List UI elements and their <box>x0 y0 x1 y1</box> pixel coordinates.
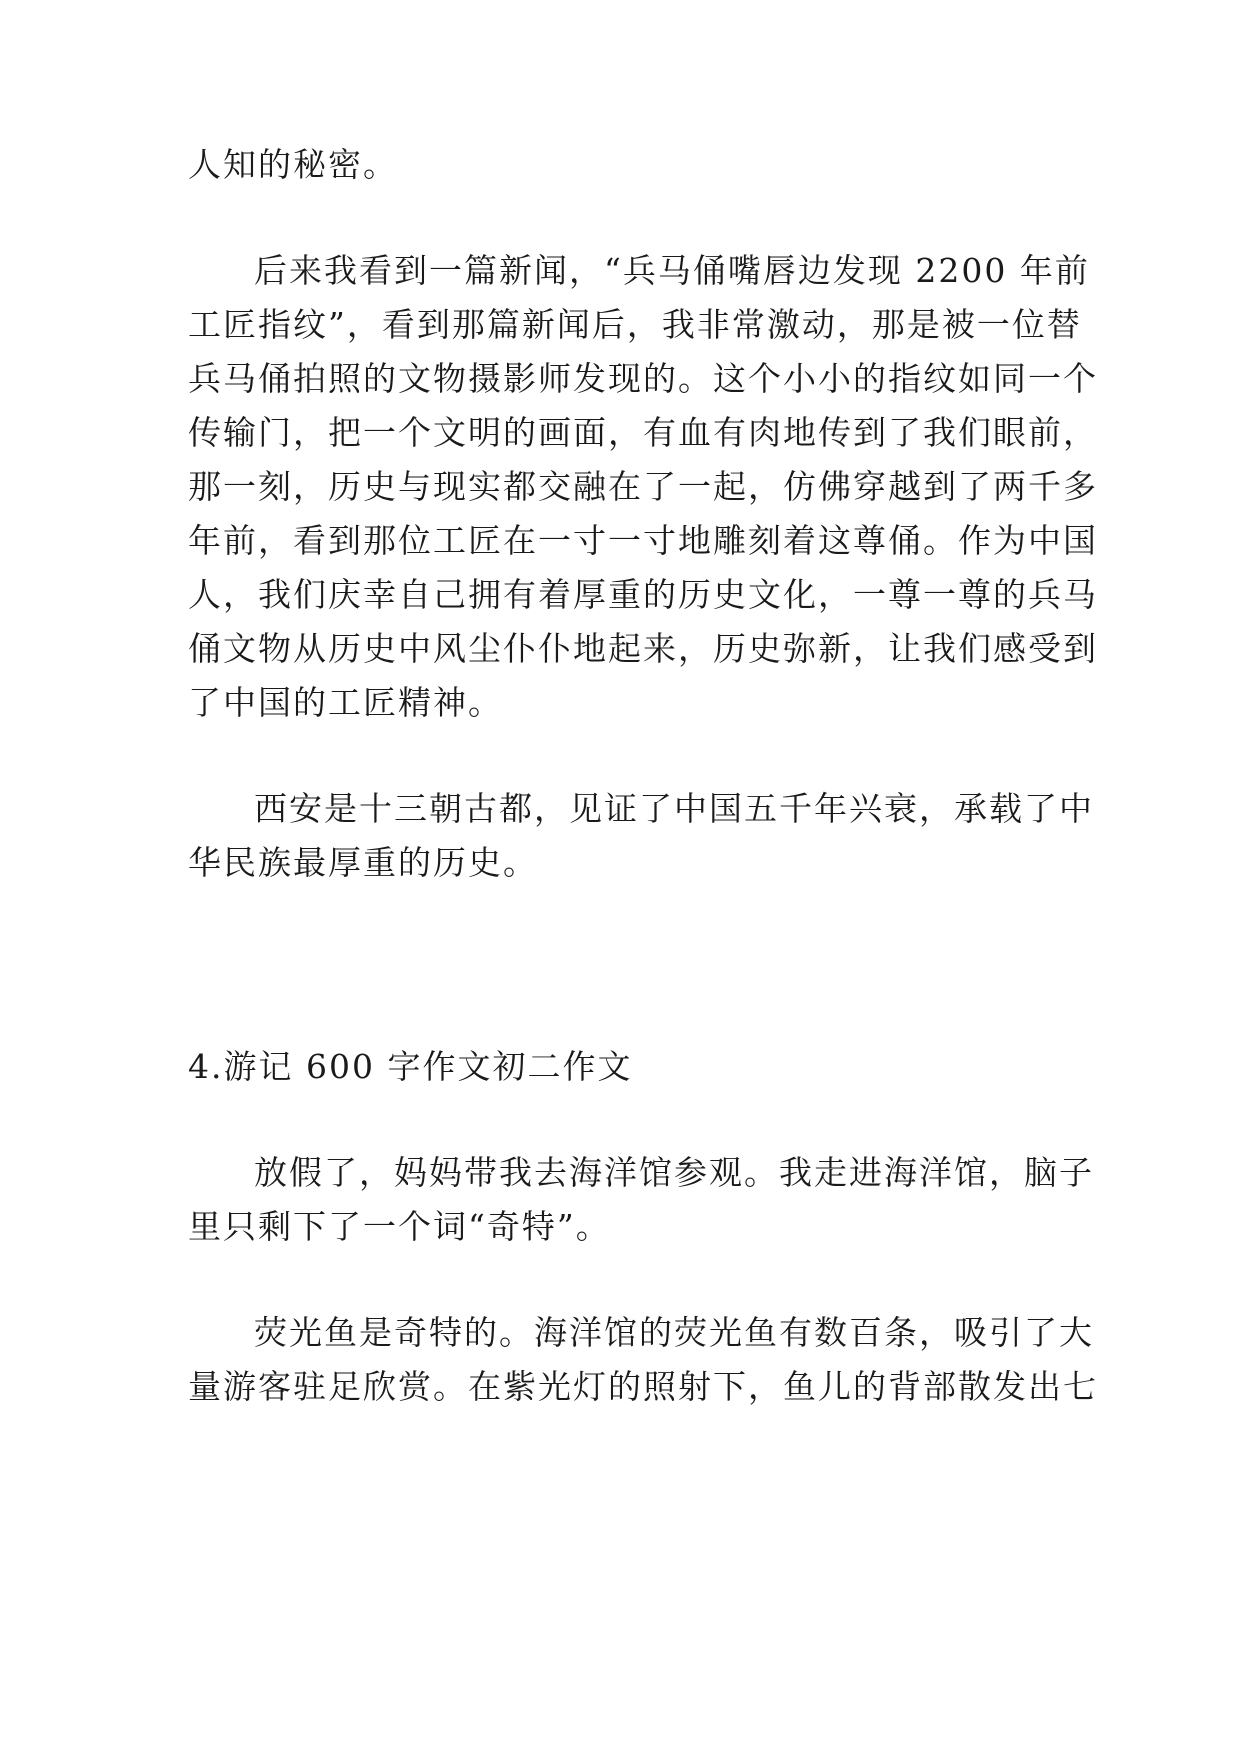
paragraph-line: 放假了，妈妈带我去海洋馆参观。我走进海洋馆，脑子 <box>254 1153 1094 1192</box>
paragraph-line: 年前，看到那位工匠在一寸一寸地雕刻着这尊俑。作为中国 <box>188 521 1098 560</box>
section-heading: 4.游记 600 字作文初二作文 <box>188 1047 633 1086</box>
paragraph-continuation-line: 人知的秘密。 <box>188 145 398 184</box>
paragraph-line: 人，我们庆幸自己拥有着厚重的历史文化，一尊一尊的兵马 <box>188 575 1098 614</box>
paragraph-line: 后来我看到一篇新闻，“兵马俑嘴唇边发现 2200 年前 <box>254 251 1090 290</box>
paragraph-line: 西安是十三朝古都，见证了中国五千年兴衰，承载了中 <box>254 789 1094 828</box>
paragraph-line: 荧光鱼是奇特的。海洋馆的荧光鱼有数百条，吸引了大 <box>254 1313 1094 1352</box>
paragraph-line: 那一刻，历史与现实都交融在了一起，仿佛穿越到了两千多 <box>188 467 1098 506</box>
paragraph-line: 量游客驻足欣赏。在紫光灯的照射下，鱼儿的背部散发出七 <box>188 1367 1098 1406</box>
paragraph-line: 里只剩下了一个词“奇特”。 <box>188 1207 611 1246</box>
paragraph-line: 俑文物从历史中风尘仆仆地起来，历史弥新，让我们感受到 <box>188 629 1098 668</box>
paragraph-line: 兵马俑拍照的文物摄影师发现的。这个小小的指纹如同一个 <box>188 359 1098 398</box>
paragraph-line: 了中国的工匠精神。 <box>188 683 503 722</box>
paragraph-line: 工匠指纹”，看到那篇新闻后，我非常激动，那是被一位替 <box>188 305 1082 344</box>
paragraph-line: 华民族最厚重的历史。 <box>188 843 538 882</box>
paragraph-line: 传输门，把一个文明的画面，有血有肉地传到了我们眼前， <box>188 413 1098 452</box>
